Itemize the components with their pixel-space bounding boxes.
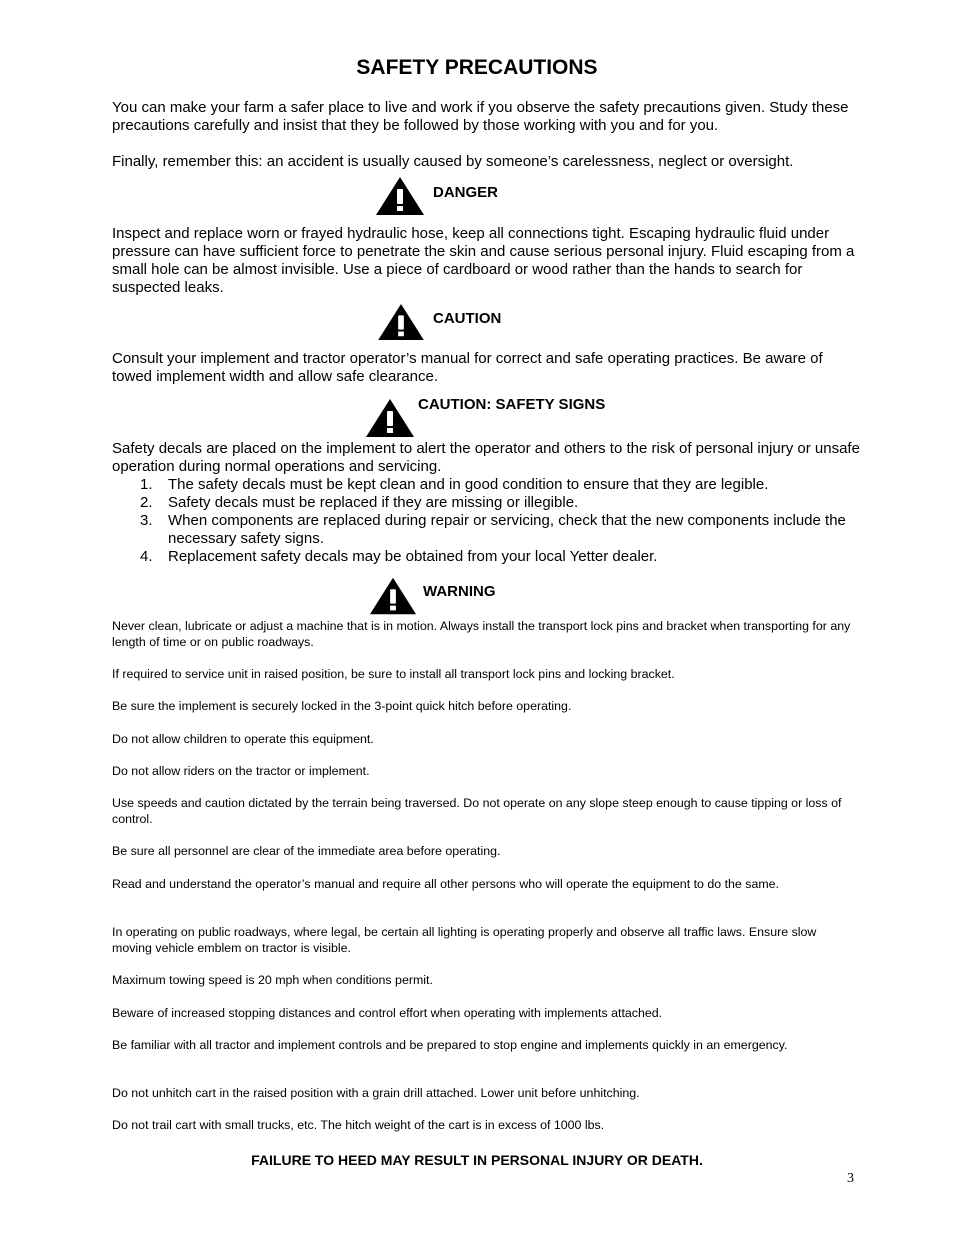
page-number: 3 [847, 1171, 854, 1186]
caution-label: CAUTION [433, 309, 502, 327]
warning-item: Read and understand the operator’s manual and require all other persons who will operate the equipment to do the same. [112, 877, 779, 891]
warning-item: Do not trail cart with small trucks, etc. The hitch weight of the cart is in excess of 1000 lbs. [112, 1118, 605, 1132]
warning-triangle-icon [365, 398, 415, 438]
caution-heading [377, 303, 501, 341]
warning-label: WARNING [423, 582, 496, 600]
safety-signs-heading [365, 395, 606, 438]
warning-item: Use speeds and caution dictated by the terrain being traversed. Do not operate on any slope steep enough to cause tipping or loss of control. [112, 796, 842, 826]
list-item: 4. Replacement safety decals may be obtained from your local Yetter dealer. [140, 548, 658, 565]
list-item: 2. Safety decals must be replaced if they are missing or illegible. [140, 494, 579, 511]
danger-text: Inspect and replace worn or frayed hydraulic hose, keep all connections tight. Escaping hydraulic fluid under pressure can have sufficient force to penetrate the skin and cause serious personal injury. Fluid escaping from a small hole can be almost invisible. Use a piece of cardboard or wood rather than the hands to search for suspected leaks. [112, 225, 855, 296]
warning-item: Be familiar with all tractor and implement controls and be prepared to stop engine and implements quickly in an emergency. [112, 1038, 788, 1052]
warning-item: If required to service unit in raised position, be sure to install all transport lock pins and locking bracket. [112, 667, 675, 681]
intro-paragraph-2: Finally, remember this: an accident is usually caused by someone’s carelessness, neglect or oversight. [112, 153, 794, 170]
list-item: 3. When components are replaced during repair or servicing, check that the new components include the necessary safety signs. [140, 512, 846, 547]
safety-signs-list [112, 476, 862, 566]
safety-signs-text: Safety decals are placed on the implement to alert the operator and others to the risk of personal injury or unsafe operation during normal operations and servicing. [112, 440, 860, 475]
warning-item: Be sure all personnel are clear of the immediate area before operating. [112, 844, 501, 858]
warning-item: Be sure the implement is securely locked in the 3-point quick hitch before operating. [112, 699, 572, 713]
warning-triangle-icon [369, 576, 417, 616]
warning-heading [369, 576, 496, 616]
danger-heading [375, 176, 498, 216]
warning-item: Never clean, lubricate or adjust a machine that is in motion. Always install the transport lock pins and bracket when transporting for any length of time or on public roadways. [112, 619, 851, 649]
list-item: 1. The safety decals must be kept clean and in good condition to ensure that they are legible. [140, 476, 769, 493]
caution-text: Consult your implement and tractor operator’s manual for correct and safe operating practices. Be aware of towed implement width and allow safe clearance. [112, 350, 823, 385]
warning-item: In operating on public roadways, where legal, be certain all lighting is operating properly and observe all traffic laws. Ensure slow moving vehicle emblem on tractor is visible. [112, 925, 817, 955]
warning-item: Do not allow children to operate this equipment. [112, 732, 374, 746]
warning-item: Do not allow riders on the tractor or implement. [112, 764, 370, 778]
safety-signs-label: CAUTION: SAFETY SIGNS [418, 395, 606, 413]
danger-label: DANGER [433, 183, 499, 201]
warning-item: Maximum towing speed is 20 mph when conditions permit. [112, 973, 433, 987]
page-title: SAFETY PRECAUTIONS [356, 56, 598, 79]
warning-triangle-icon [375, 176, 425, 216]
footer-warning: FAILURE TO HEED MAY RESULT IN PERSONAL INJURY OR DEATH. [251, 1152, 703, 1168]
intro-paragraph-1: You can make your farm a safer place to live and work if you observe the safety precautions given. Study these precautions carefully and insist that they be followed by those working with you and for you. [112, 99, 849, 134]
warning-item: Do not unhitch cart in the raised position with a grain drill attached. Lower unit before unhitching. [112, 1086, 640, 1100]
warning-triangle-icon [377, 303, 425, 341]
warning-item: Beware of increased stopping distances and control effort when operating with implements attached. [112, 1006, 663, 1020]
